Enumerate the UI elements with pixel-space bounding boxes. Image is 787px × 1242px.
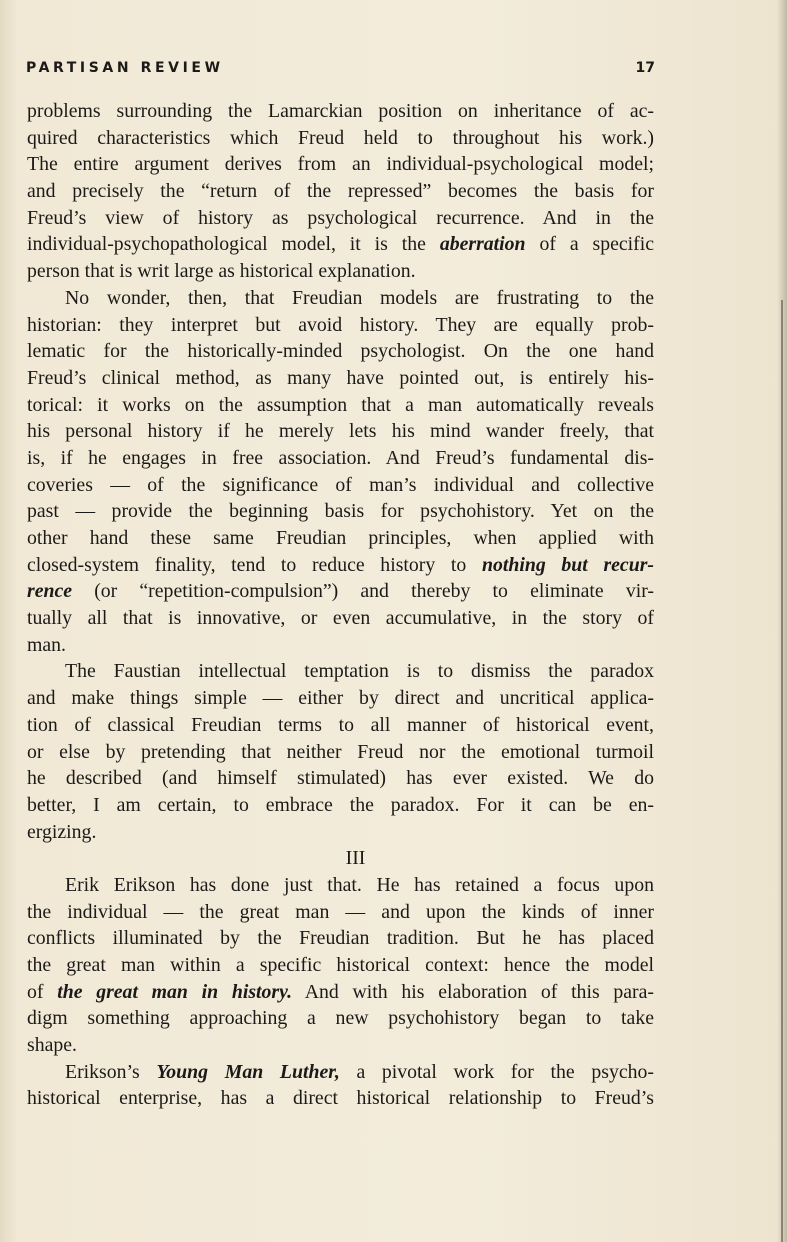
text-run: and make things simple — either by direct and uncritical applica- <box>27 687 654 710</box>
text-run: Erik Erikson has done just that. He has retained a focus upon <box>65 873 654 896</box>
text-run: his personal history if he merely lets his mind wander freely, that <box>27 420 654 443</box>
text-run: shape. <box>27 1034 77 1057</box>
text-run: other hand these same Freudian principles, when applied with <box>27 527 654 549</box>
text-line <box>27 178 654 205</box>
text-run: Freud’s clinical method, as many have pointed out, is entirely his- <box>27 366 654 389</box>
text-run: is, if he engages in free association. And Freud’s fundamental dis- <box>27 446 654 469</box>
text-run: III <box>345 847 366 870</box>
text-run: (or “repetition-compulsion”) and thereby to eliminate vir- <box>72 580 654 603</box>
text-line <box>27 739 654 766</box>
text-run: historical enterprise, has a direct historical relationship to Freud’s <box>27 1087 654 1110</box>
text-line <box>27 498 654 525</box>
text-line <box>27 525 654 552</box>
text-line <box>27 125 654 152</box>
text-line <box>27 765 654 792</box>
text-run: conflicts illuminated by the Freudian tradition. But he has placed <box>27 927 654 950</box>
text-run: No wonder, then, that Freudian models are frustrating to the <box>65 286 654 309</box>
text-run: coveries — of the significance of man’s individual and collective <box>27 473 654 496</box>
text-run: Freud’s view of history as psychological recurrence. And in the <box>27 206 654 229</box>
text-run: digm something approaching a new psychohistory began to take <box>27 1007 654 1030</box>
text-line <box>27 1005 654 1032</box>
text-line <box>27 899 654 926</box>
page-edge-line <box>781 300 783 1242</box>
text-line <box>27 925 654 952</box>
text-run: problems surrounding the Lamarckian position on inheritance of ac- <box>27 100 654 122</box>
italic-phrase: Young Man Luther, <box>156 1060 340 1083</box>
text-line <box>27 98 654 125</box>
text-line <box>27 658 654 685</box>
text-line <box>27 418 654 445</box>
text-run: The entire argument derives from an individual-psychological model; <box>27 153 654 176</box>
body-text <box>27 98 654 1112</box>
text-line <box>27 952 654 979</box>
text-line <box>27 151 654 178</box>
text-line <box>27 365 654 392</box>
text-run: and precisely the “return of the repressed” becomes the basis for <box>27 180 654 203</box>
text-line <box>27 712 654 739</box>
journal-title: PARTISAN REVIEW <box>26 60 224 76</box>
text-line <box>27 578 654 605</box>
text-run: And with his elaboration of this para- <box>292 980 654 1003</box>
text-line <box>27 231 654 258</box>
text-run: the great man within a specific historical context: hence the model <box>27 954 654 976</box>
text-run: tion of classical Freudian terms to all manner of historical event, <box>27 713 654 736</box>
text-run: or else by pretending that neither Freud nor the emotional turmoil <box>27 740 654 763</box>
italic-phrase: aberration <box>439 233 526 256</box>
text-line <box>27 392 654 419</box>
text-run: individual-psychopathological model, it is the <box>27 233 440 256</box>
text-line <box>27 685 654 712</box>
text-run: torical: it works on the assumption that a man automatically reveals <box>27 393 654 416</box>
text-line <box>27 472 654 499</box>
text-line <box>27 258 654 285</box>
text-run: lematic for the historically-minded psychologist. On the one hand <box>27 340 654 363</box>
text-line <box>27 872 654 899</box>
text-run: the individual — the great man — and upon the kinds of inner <box>27 900 654 923</box>
text-run: of <box>27 980 58 1003</box>
text-run: better, I am certain, to embrace the paradox. For it can be en- <box>27 793 654 816</box>
text-line <box>27 1085 654 1112</box>
text-run: Erikson’s <box>65 1060 157 1083</box>
running-header <box>26 56 655 80</box>
text-line <box>27 338 654 365</box>
text-line <box>27 1032 654 1059</box>
text-line <box>27 819 654 846</box>
text-line <box>27 632 654 659</box>
text-line <box>27 285 654 312</box>
text-line <box>27 552 654 579</box>
text-run: The Faustian intellectual temptation is to dismiss the paradox <box>65 660 654 683</box>
italic-phrase: the great man in history. <box>57 980 293 1003</box>
italic-phrase: rence <box>27 580 73 603</box>
text-line <box>27 312 654 339</box>
text-run: he described (and himself stimulated) has ever existed. We do <box>27 767 654 790</box>
text-run: ergizing. <box>27 820 97 843</box>
page-number: 17 <box>635 60 655 76</box>
text-run: historian: they interpret but avoid history. They are equally prob- <box>27 313 654 336</box>
text-run: tually all that is innovative, or even accumulative, in the story of <box>27 607 654 630</box>
text-run: of a specific <box>525 233 654 256</box>
italic-phrase: nothing but recur- <box>481 553 654 576</box>
text-run: man. <box>27 633 67 656</box>
text-line <box>27 605 654 632</box>
text-line <box>27 445 654 472</box>
text-run: person that is writ large as historical explanation. <box>27 260 416 283</box>
text-run: past — provide the beginning basis for psychohistory. Yet on the <box>27 500 654 523</box>
text-run: quired characteristics which Freud held to throughout his work.) <box>27 126 654 149</box>
text-line <box>27 979 654 1006</box>
text-line <box>27 792 654 819</box>
text-line <box>27 205 654 232</box>
text-run: a pivotal work for the psycho- <box>339 1060 654 1083</box>
text-run: closed-system finality, tend to reduce history to <box>27 553 482 576</box>
text-line <box>27 1059 654 1086</box>
section-heading <box>27 845 654 872</box>
